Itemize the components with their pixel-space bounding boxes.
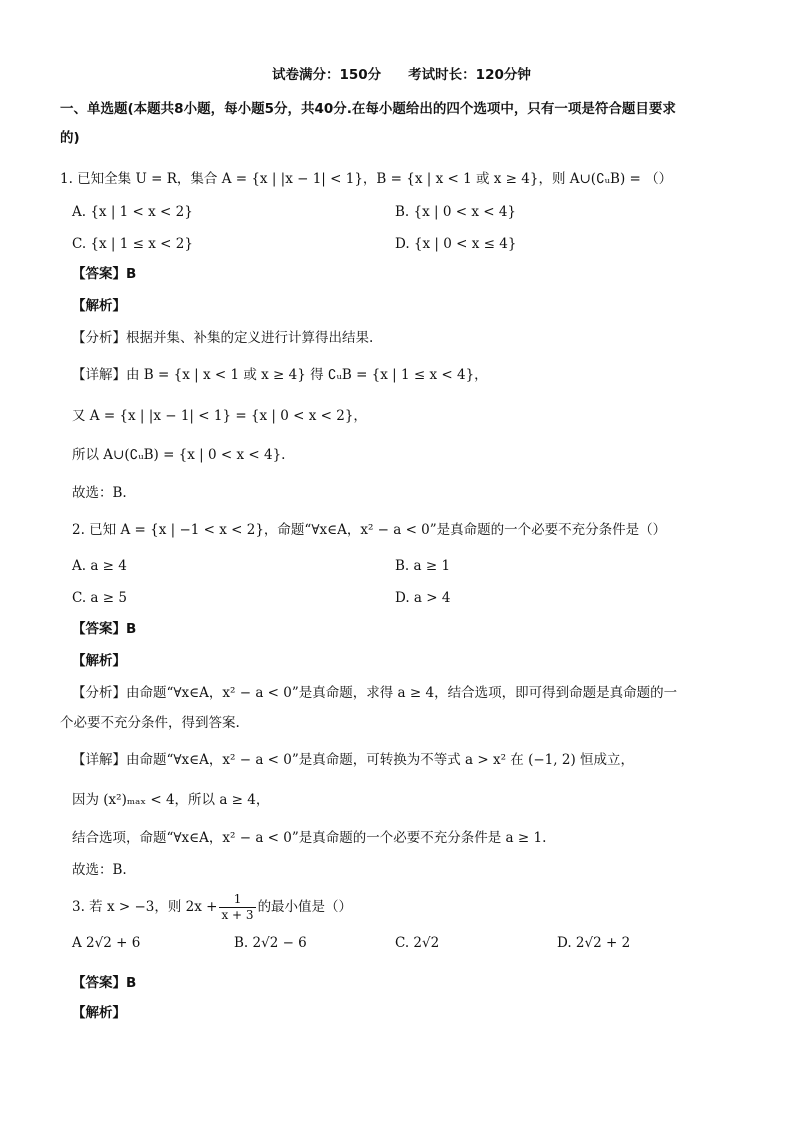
q2-xiangjie-1: 【详解】由命题“∀x∈A，x² − a < 0”是真命题，可转换为不等式 a > x² 在 (−1, 2) 恒成立， (72, 752, 634, 768)
exam-header: 试卷满分：150分 考试时长：120分钟 (272, 67, 531, 83)
q3-stem-post: 的最小值是（） (257, 899, 353, 915)
q2-fenxi-2: 个必要不充分条件，得到答案. (60, 715, 240, 731)
q2-fenxi-1: 【分析】由命题“∀x∈A，x² − a < 0”是真命题，求得 a ≥ 4，结合选项，即可得到命题是真命题的一 (72, 685, 678, 701)
q3-fraction (219, 892, 255, 923)
q2-conclusion: 故选：B. (72, 862, 127, 878)
q3-stem-pre: 3. 若 x > −3，则 2x + (72, 899, 218, 915)
q3-option-d: D. 2√2 + 2 (557, 935, 631, 951)
q1-answer: 【答案】B (72, 266, 137, 282)
q1-option-c: C. {x | 1 ≤ x < 2} (72, 236, 193, 252)
q2-answer: 【答案】B (72, 621, 137, 637)
q1-option-a: A. {x | 1 < x < 2} (72, 204, 193, 220)
q1-xiangjie-3: 所以 A∪(∁ᵤB) = {x | 0 < x < 4}. (72, 447, 286, 463)
q3-option-c: C. 2√2 (395, 935, 440, 951)
q1-option-d: D. {x | 0 < x ≤ 4} (395, 236, 517, 252)
q3-option-b: B. 2√2 − 6 (234, 935, 307, 951)
q2-option-b: B. a ≥ 1 (395, 558, 451, 574)
q3-frac-den: x + 3 (221, 908, 254, 922)
q1-conclusion: 故选：B. (72, 485, 127, 501)
q3-option-a: A 2√2 + 6 (72, 935, 141, 951)
q2-option-a: A. a ≥ 4 (72, 558, 127, 574)
q1-option-b: B. {x | 0 < x < 4} (395, 204, 517, 220)
q1-xiangjie-2: 又 A = {x | |x − 1| < 1} = {x | 0 < x < 2}， (72, 408, 367, 424)
q1-xiangjie-1: 【详解】由 B = {x | x < 1 或 x ≥ 4} 得 ∁ᵤB = {x | 1 ≤ x < 4}， (72, 367, 488, 383)
q2-xiangjie-2: 因为 (x²)ₘₐₓ < 4，所以 a ≥ 4， (72, 792, 270, 808)
q2-option-c: C. a ≥ 5 (72, 590, 127, 606)
q2-stem: 2. 已知 A = {x | −1 < x < 2}，命题“∀x∈A，x² − a < 0”是真命题的一个必要不充分条件是（） (72, 522, 667, 538)
q2-option-d: D. a > 4 (395, 590, 451, 606)
q3-analysis-tag: 【解析】 (72, 1005, 126, 1021)
q1-analysis-tag: 【解析】 (72, 298, 126, 314)
q3-frac-num: 1 (219, 892, 255, 908)
section-title-line2: 的) (60, 130, 80, 146)
q3-stem (72, 890, 352, 924)
q3-answer: 【答案】B (72, 975, 137, 991)
q1-stem: 1. 已知全集 U = R，集合 A = {x | |x − 1| < 1}，B = {x | x < 1 或 x ≥ 4}，则 A∪(∁ᵤB) = （） (60, 171, 673, 187)
q2-analysis-tag: 【解析】 (72, 653, 126, 669)
q1-fenxi: 【分析】根据并集、补集的定义进行计算得出结果. (72, 330, 374, 346)
section-title-line1: 一、单选题(本题共8小题，每小题5分，共40分.在每小题给出的四个选项中，只有一项是符合题目要求 (60, 101, 676, 117)
q2-xiangjie-3: 结合选项，命题“∀x∈A，x² − a < 0”是真命题的一个必要不充分条件是 a ≥ 1. (72, 830, 547, 846)
